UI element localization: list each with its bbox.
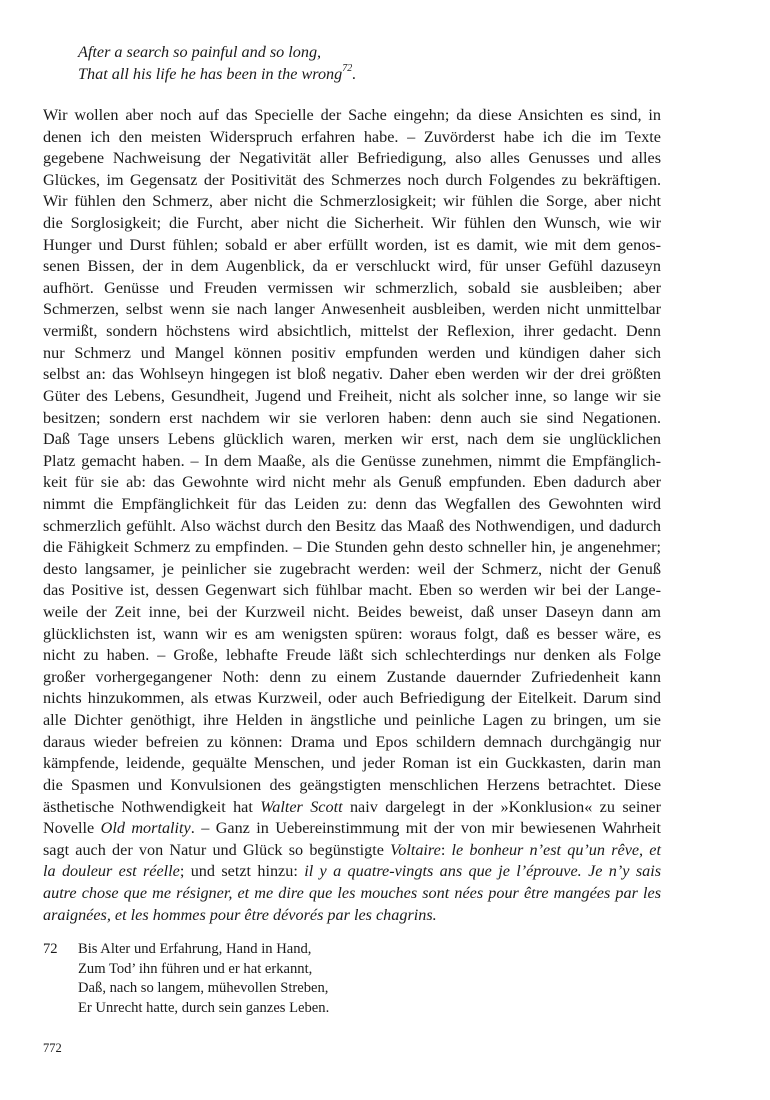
text-run: sagt auch der von Natur und Glück so begünstigte — [43, 840, 391, 859]
text-run: ; und setzt hinzu: — [179, 862, 305, 881]
text-line: schmerzlich gefühlt. Also wächst durch den Besitz das Maaß des Nothwendigen, und dadurch — [43, 516, 661, 535]
text-line: gegebene Nachweisung der Negativität aller Befriedigung, also alles Genusses und alles — [43, 149, 661, 168]
work-title: Old mortality — [100, 819, 191, 838]
text-line: das Positive ist, dessen Gegenwart sich fühlbar macht. Eben so werden wir bei der Lange- — [43, 581, 661, 600]
text-line — [43, 797, 661, 819]
verse-line-end: . — [352, 64, 357, 83]
text-line: Wir wollen aber noch auf das Specielle der Sache eingehn; da diese Ansichten es sind, in — [43, 106, 661, 124]
french-quote: autre chose que me résigner, et me dire que les mouches sont nées pour être mangées par les — [43, 883, 661, 902]
french-quote: la douleur est réelle — [43, 862, 180, 881]
text-run: naiv dargelegt in der »Konklusion« zu seiner — [342, 797, 661, 816]
footnote-line: Zum Tod’ ihn führen und er hat erkannt, — [78, 960, 313, 977]
text-line: die Spasmen und Konvulsionen des geängstigten menschlichen Herzens betrachtet. Diese — [43, 775, 661, 794]
footnote-reference[interactable]: 72 — [342, 63, 353, 75]
text-line: weile der Zeit inne, bei der Kurzweil nicht. Beides beweist, daß unser Daseyn dann am — [43, 603, 661, 622]
text-run: . – Ganz in Uebereinstimmung mit der von mir bewiesenen Wahrheit — [190, 819, 662, 838]
text-line: Hunger und Durst fühlen; sobald er aber erfüllt worden, ist es damit, wie mit dem genos- — [43, 235, 661, 254]
text-line: Wir fühlen den Schmerz, aber nicht die Schmerzlosigkeit; wir fühlen die Sorge, aber nicht — [43, 192, 661, 211]
text-line — [43, 905, 661, 927]
text-line: Platz gemacht haben. – In dem Maaße, als die Genüsse zunehmen, nimmt die Empfänglich- — [43, 451, 661, 470]
text-line: vermißt, sondern höchstens wird absichtlich, mittelst der Reflexion, ihrer gedacht. Denn — [43, 322, 661, 341]
text-line — [43, 840, 661, 862]
footnote-text — [78, 940, 329, 1019]
footnote-line: Daß, nach so langem, mühevollen Streben, — [78, 980, 329, 997]
text-line: Güter des Lebens, Gesundheit, Jugend und Freiheit, nicht als solcher inne, so lange wir sie — [43, 386, 661, 405]
text-line: daraus wieder befreien zu können: Drama und Epos schildern demnach durchgängig nur — [43, 732, 661, 751]
text-line: kämpfende, leidende, gequälte Menschen, und jeder Roman ist ein Guckkasten, darin man — [43, 754, 661, 773]
text-line: desto langsamer, je peinlicher sie zugebracht werden: weil der Schmerz, nicht der Genuß — [43, 559, 661, 578]
text-line: Schmerzen, selbst wenn sie nach langer Anwesenheit ausbleiben, werden nicht unmittelbar — [43, 300, 661, 319]
verse-line — [78, 64, 356, 86]
text-line: senen Bissen, der in dem Augenblick, da er verschluckt wird, für unser Gefühl dazuseyn — [43, 257, 661, 276]
text-run: ästhetische Nothwendigkeit hat — [43, 797, 261, 816]
footnote-line: Bis Alter und Erfahrung, Hand in Hand, — [78, 941, 312, 957]
text-line: Glückes, im Gegensatz der Positivität des Schmerzes noch durch Folgendes zu bekräftigen. — [43, 170, 661, 189]
footnote-number: 72 — [43, 941, 58, 957]
text-line: die Fähigkeit Schmerz zu empfinden. – Die Stunden gehn desto schneller hin, je angenehmer; — [43, 538, 661, 557]
text-line: Daß Tage unsers Lebens glücklich waren, merken wir erst, nach dem sie unglücklichen — [43, 430, 661, 449]
text-line: nichts hinzukommen, als etwas Kurzweil, oder auch Befriedigung der Eitelkeit. Darum sind — [43, 689, 661, 708]
page-number: 772 — [43, 1041, 62, 1055]
text-line: nur Schmerz und Mangel können positiv empfunden werden und kündigen daher sich — [43, 343, 661, 362]
text-run: Novelle — [43, 819, 101, 838]
author-name: Voltaire — [390, 840, 441, 859]
text-line: aufhört. Genüsse und Freuden vermissen wir schmerzlich, sobald sie ausbleiben; aber — [43, 278, 661, 297]
footnote-line: Er Unrecht hatte, durch sein ganzes Leben. — [78, 1000, 330, 1017]
author-name: Walter Scott — [260, 797, 343, 816]
text-line: nimmt die Empfänglichkeit für das Leiden zu: denn das Wegfallen des Gewohnten wird — [43, 494, 661, 513]
text-line: nicht zu haben. – Große, lebhafte Freude läßt sich schlechterdings nur denken als Folge — [43, 646, 661, 665]
text-run: : — [440, 840, 452, 859]
text-line: glücklichsten ist, wann wir es am wenigsten spüren: woraus folgt, daß es besser wäre, es — [43, 624, 661, 643]
text-line: die Sorglosigkeit; die Furcht, aber nicht die Sicherheit. Wir fühlen den Wunsch, wie wir — [43, 214, 661, 233]
text-line — [43, 861, 661, 883]
text-line — [43, 818, 661, 840]
text-line: denen ich den meisten Widerspruch erfahren habe. – Zuvörderst habe ich die im Texte — [43, 127, 661, 146]
text-line: großer vorhergegangener Noth: denn zu einem Zustande dauernder Zufriedenheit kann — [43, 667, 661, 686]
text-line: selbst an: das Wohlseyn hingegen ist bloß negativ. Daher eben werden wir der drei größten — [43, 365, 661, 384]
french-quote: le bonheur n’est qu’un rêve, et — [451, 840, 661, 859]
verse-line-text: That all his life he has been in the wrong — [78, 64, 343, 83]
french-quote: araignées, et les hommes pour être dévorés par les chagrins. — [43, 905, 437, 924]
body-paragraph — [43, 105, 661, 926]
text-line — [43, 883, 661, 905]
verse-quote — [78, 42, 356, 85]
french-quote: il y a quatre-vingts ans que je l’éprouve. Je n’y sais — [304, 862, 662, 881]
verse-line: After a search so painful and so long, — [78, 43, 322, 61]
text-line: alle Dichter genöthigt, ihre Helden in ängstliche und peinliche Lagen zu bringen, um sie — [43, 711, 661, 730]
text-line: besitzen; sondern erst nachdem wir sie verloren haben: denn auch sie sind Negationen. — [43, 408, 661, 427]
text-line: keit für sie ab: das Gewohnte wird nicht mehr als Genuß empfunden. Eben dadurch aber — [43, 473, 661, 492]
